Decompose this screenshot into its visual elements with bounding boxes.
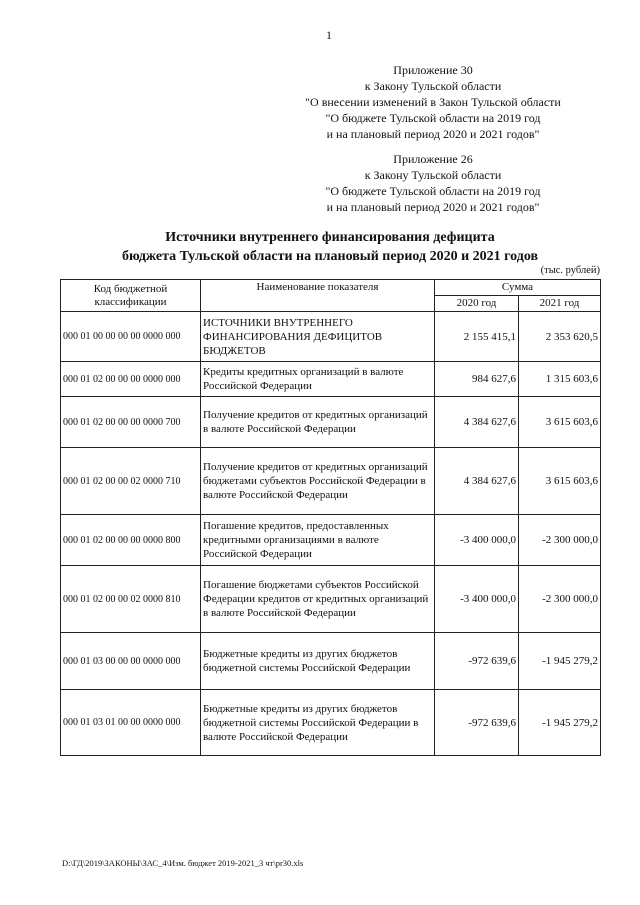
budget-code: 000 01 03 00 00 00 0000 000 [61,633,201,690]
amount-2020: -972 639,6 [435,633,519,690]
indicator-name: Бюджетные кредиты из других бюджетов бюджетной системы Российской Федерации [201,633,435,690]
appendix-original-header [290,151,576,215]
indicator-name: Получение кредитов от кредитных организаций в валюте Российской Федерации [201,397,435,448]
page-number: 1 [326,28,332,42]
amount-2021: 3 615 603,6 [519,397,601,448]
table-row [61,566,601,633]
appendix-line: "О внесении изменений в Закон Тульской области [305,95,561,109]
appendix-current-header [290,62,576,142]
table-row [61,362,601,397]
table-row [61,515,601,566]
appendix-line: "О бюджете Тульской области на 2019 год [325,184,541,198]
amount-2021: 2 353 620,5 [519,312,601,362]
indicator-name: Погашение кредитов, предоставленных кредитными организациями в валюте Российской Федерации [201,515,435,566]
appendix-line: Приложение 26 [393,152,473,166]
table-row [61,397,601,448]
budget-code: 000 01 02 00 00 00 0000 800 [61,515,201,566]
document-title [60,228,600,266]
appendix-line: и на плановый период 2020 и 2021 годов" [326,200,540,214]
appendix-line: к Закону Тульской области [364,168,502,182]
amount-2020: 984 627,6 [435,362,519,397]
header-year-2021: 2021 год [519,296,601,312]
appendix-line: и на плановый период 2020 и 2021 годов" [326,127,540,141]
amount-2021: -2 300 000,0 [519,566,601,633]
amount-2021: -2 300 000,0 [519,515,601,566]
financing-sources-table [60,279,601,756]
table-row [61,633,601,690]
indicator-name: Погашение бюджетами субъектов Российской Федерации кредитов от кредитных организаций в валюте Российской Федерации [201,566,435,633]
table-row [61,448,601,515]
amount-2021: -1 945 279,2 [519,633,601,690]
appendix-line: Приложение 30 [393,63,473,77]
header-code: Код бюджетной классификации [61,280,201,312]
amount-2021: 3 615 603,6 [519,448,601,515]
header-sum: Сумма [435,280,601,296]
appendix-line: к Закону Тульской области [364,79,502,93]
amount-2021: -1 945 279,2 [519,690,601,756]
budget-code: 000 01 02 00 00 02 0000 810 [61,566,201,633]
table-row [61,690,601,756]
indicator-name: ИСТОЧНИКИ ВНУТРЕННЕГО ФИНАНСИРОВАНИЯ ДЕФИЦИТОВ БЮДЖЕТОВ [201,312,435,362]
indicator-name: Получение кредитов от кредитных организаций бюджетами субъектов Российской Федерации в валюте Российской Федерации [201,448,435,515]
title-line: Источники внутреннего финансирования дефицита [165,230,495,245]
file-path-footer: D:\ГД\2019\ЗАКОНЫ\ЗАС_4\Изм. бюджет 2019-2021_3 чт\pr30.xls [62,858,304,868]
amount-2020: 4 384 627,6 [435,448,519,515]
units-note: (тыс. рублей) [540,265,600,276]
indicator-name: Кредиты кредитных организаций в валюте Российской Федерации [201,362,435,397]
indicator-name: Бюджетные кредиты из других бюджетов бюджетной системы Российской Федерации в валюте Российской Федерации [201,690,435,756]
title-line: бюджета Тульской области на плановый период 2020 и 2021 годов [121,249,539,264]
appendix-line: "О бюджете Тульской области на 2019 год [325,111,541,125]
table-row [61,312,601,362]
budget-code: 000 01 00 00 00 00 0000 000 [61,312,201,362]
budget-code: 000 01 02 00 00 02 0000 710 [61,448,201,515]
amount-2020: -972 639,6 [435,690,519,756]
amount-2021: 1 315 603,6 [519,362,601,397]
budget-code: 000 01 02 00 00 00 0000 000 [61,362,201,397]
amount-2020: 4 384 627,6 [435,397,519,448]
header-year-2020: 2020 год [435,296,519,312]
budget-code: 000 01 03 01 00 00 0000 000 [61,690,201,756]
amount-2020: 2 155 415,1 [435,312,519,362]
amount-2020: -3 400 000,0 [435,515,519,566]
header-name: Наименование показателя [201,280,435,312]
budget-code: 000 01 02 00 00 00 0000 700 [61,397,201,448]
amount-2020: -3 400 000,0 [435,566,519,633]
